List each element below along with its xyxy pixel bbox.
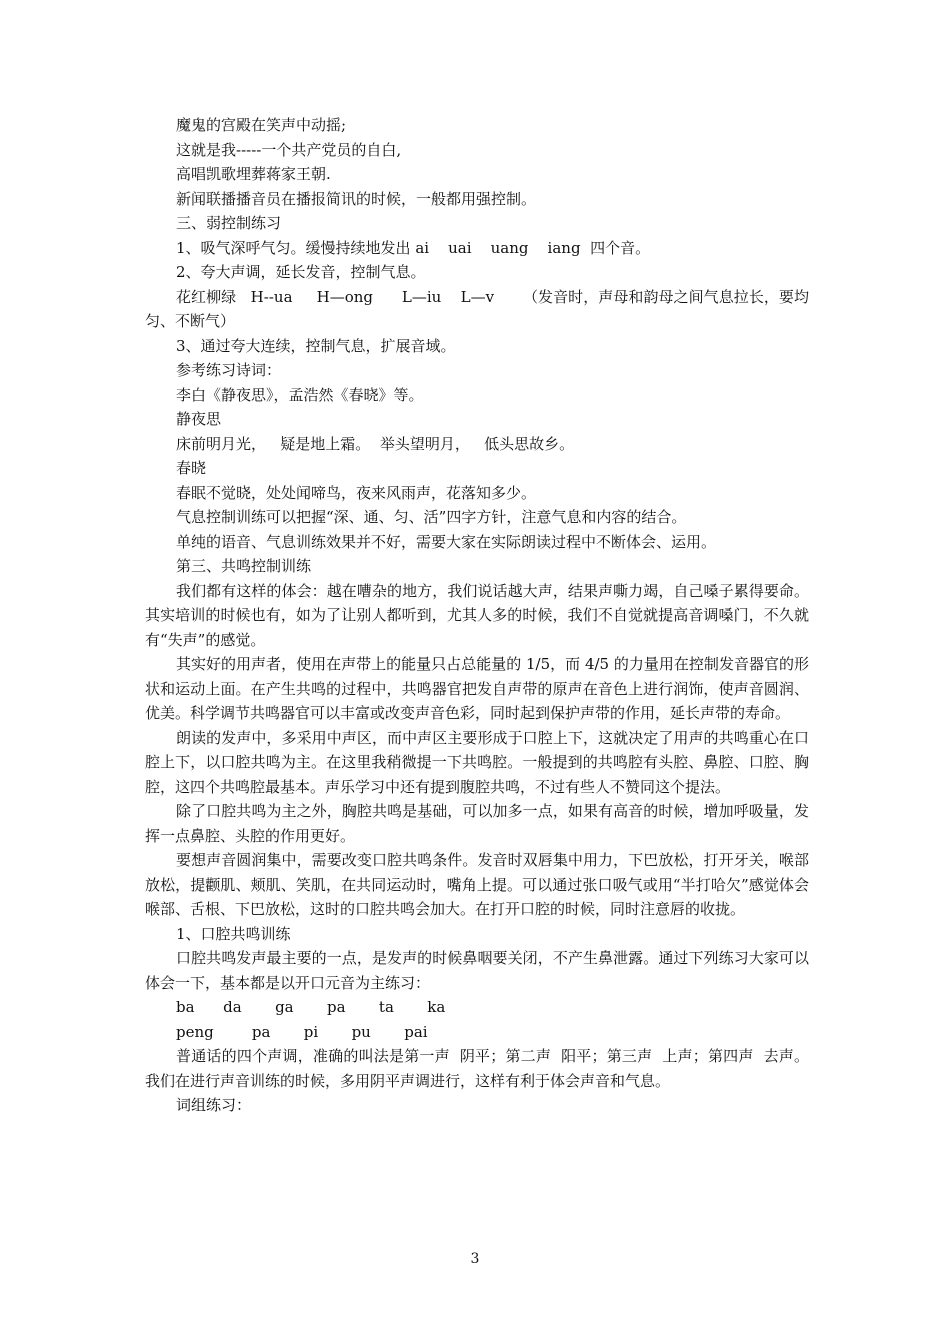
page-number: 3 (470, 1251, 480, 1267)
section-heading: 三、弱控制练习 (176, 214, 282, 232)
paragraph: 花红柳绿 H--ua H—ong L—iu L—v （发音时，声母和韵母之间气息拉长，要均匀、不断气） (145, 287, 809, 330)
paragraph: 除了口腔共鸣为主之外，胸腔共鸣是基础，可以加多一点，如果有高音的时候，增加呼吸量，发挥一点鼻腔、头腔的作用更好。 (145, 802, 809, 845)
paragraph: 魔鬼的宫殿在笑声中动摇; (176, 116, 347, 134)
syllable-drill: ba da ga pa ta ka (176, 998, 446, 1016)
paragraph: 口腔共鸣发声最主要的一点，是发声的时候鼻咽要关闭，不产生鼻泄露。通过下列练习大家可以体会一下，基本都是以开口元音为主练习： (145, 949, 809, 992)
paragraph: 李白《静夜思》，孟浩然《春晓》等。 (176, 385, 424, 404)
syllable-drill: peng pa pi pu pai (176, 1022, 428, 1041)
paragraph: 参考练习诗词： (176, 361, 282, 379)
paragraph: 词组练习： (176, 1096, 252, 1114)
paragraph: 其实好的用声者，使用在声带上的能量只占总能量的 1/5，而 4/5 的力量用在控制发音器官的形状和运动上面。在产生共鸣的过程中，共鸣器官把发自声带的原声在音色上进行润饰，使声音圆润、优美。科学调节共鸣器官可以丰富或改变声音色彩，同时起到保护声带的作用，延长声带的寿命。 (145, 655, 809, 722)
poem-text: 床前明月光， 疑是地上霜。 举头望明月， 低头思故乡。 (176, 434, 575, 453)
paragraph: 我们都有这样的体会：越在嘈杂的地方，我们说话越大声，结果声嘶力竭，自己嗓子累得要命。其实培训的时候也有，如为了让别人都听到，尤其人多的时候，我们不自觉就提高音调嗓门，不久就有“失声”的感觉。 (145, 581, 809, 649)
paragraph: 3、通过夸大连续，控制气息，扩展音域。 (176, 336, 456, 355)
section-heading: 1、口腔共鸣训练 (176, 924, 291, 943)
poem-title: 春晓 (176, 459, 207, 477)
page-body (145, 113, 809, 1118)
paragraph: 单纯的语音、气息训练效果并不好，需要大家在实际朗读过程中不断体会、运用。 (176, 532, 717, 551)
paragraph: 1、吸气深呼气匀。缓慢持续地发出 ai uai uang iang 四个音。 (176, 238, 651, 257)
paragraph: 新闻联播播音员在播报简讯的时候，一般都用强控制。 (176, 189, 537, 208)
paragraph: 朗读的发声中，多采用中声区，而中声区主要形成于口腔上下，这就决定了用声的共鸣重心在口腔上下，以口腔共鸣为主。在这里我稍微提一下共鸣腔。一般提到的共鸣腔有头腔、鼻腔、口腔、胸腔，这四个共鸣腔最基本。声乐学习中还有提到腹腔共鸣，不过有些人不赞同这个提法。 (145, 728, 809, 796)
paragraph: 2、夸大声调，延长发音，控制气息。 (176, 263, 426, 281)
paragraph: 气息控制训练可以把握“深、通、匀、活”四字方针，注意气息和内容的结合。 (176, 508, 687, 526)
poem-text: 春眠不觉晓，处处闻啼鸟，夜来风雨声，花落知多少。 (176, 483, 537, 502)
paragraph: 普通话的四个声调，准确的叫法是第一声 阴平；第二声 阳平；第三声 上声；第四声 去声。我们在进行声音训练的时候，多用阴平声调进行，这样有利于体会声音和气息。 (145, 1047, 809, 1090)
section-heading: 第三、共鸣控制训练 (176, 557, 312, 575)
paragraph: 要想声音圆润集中，需要改变口腔共鸣条件。发音时双唇集中用力，下巴放松，打开牙关，喉部放松，提颧肌、颊肌、笑肌，在共同运动时，嘴角上提。可以通过张口吸气或用“半打哈欠”感觉体会喉部、舌根、下巴放松，这时的口腔共鸣会加大。在打开口腔的时候，同时注意唇的收拢。 (145, 851, 809, 918)
poem-title: 静夜思 (176, 410, 222, 428)
paragraph: 高唱凯歌埋葬蒋家王朝. (176, 165, 331, 183)
paragraph: 这就是我-----一个共产党员的自白, (176, 140, 402, 159)
